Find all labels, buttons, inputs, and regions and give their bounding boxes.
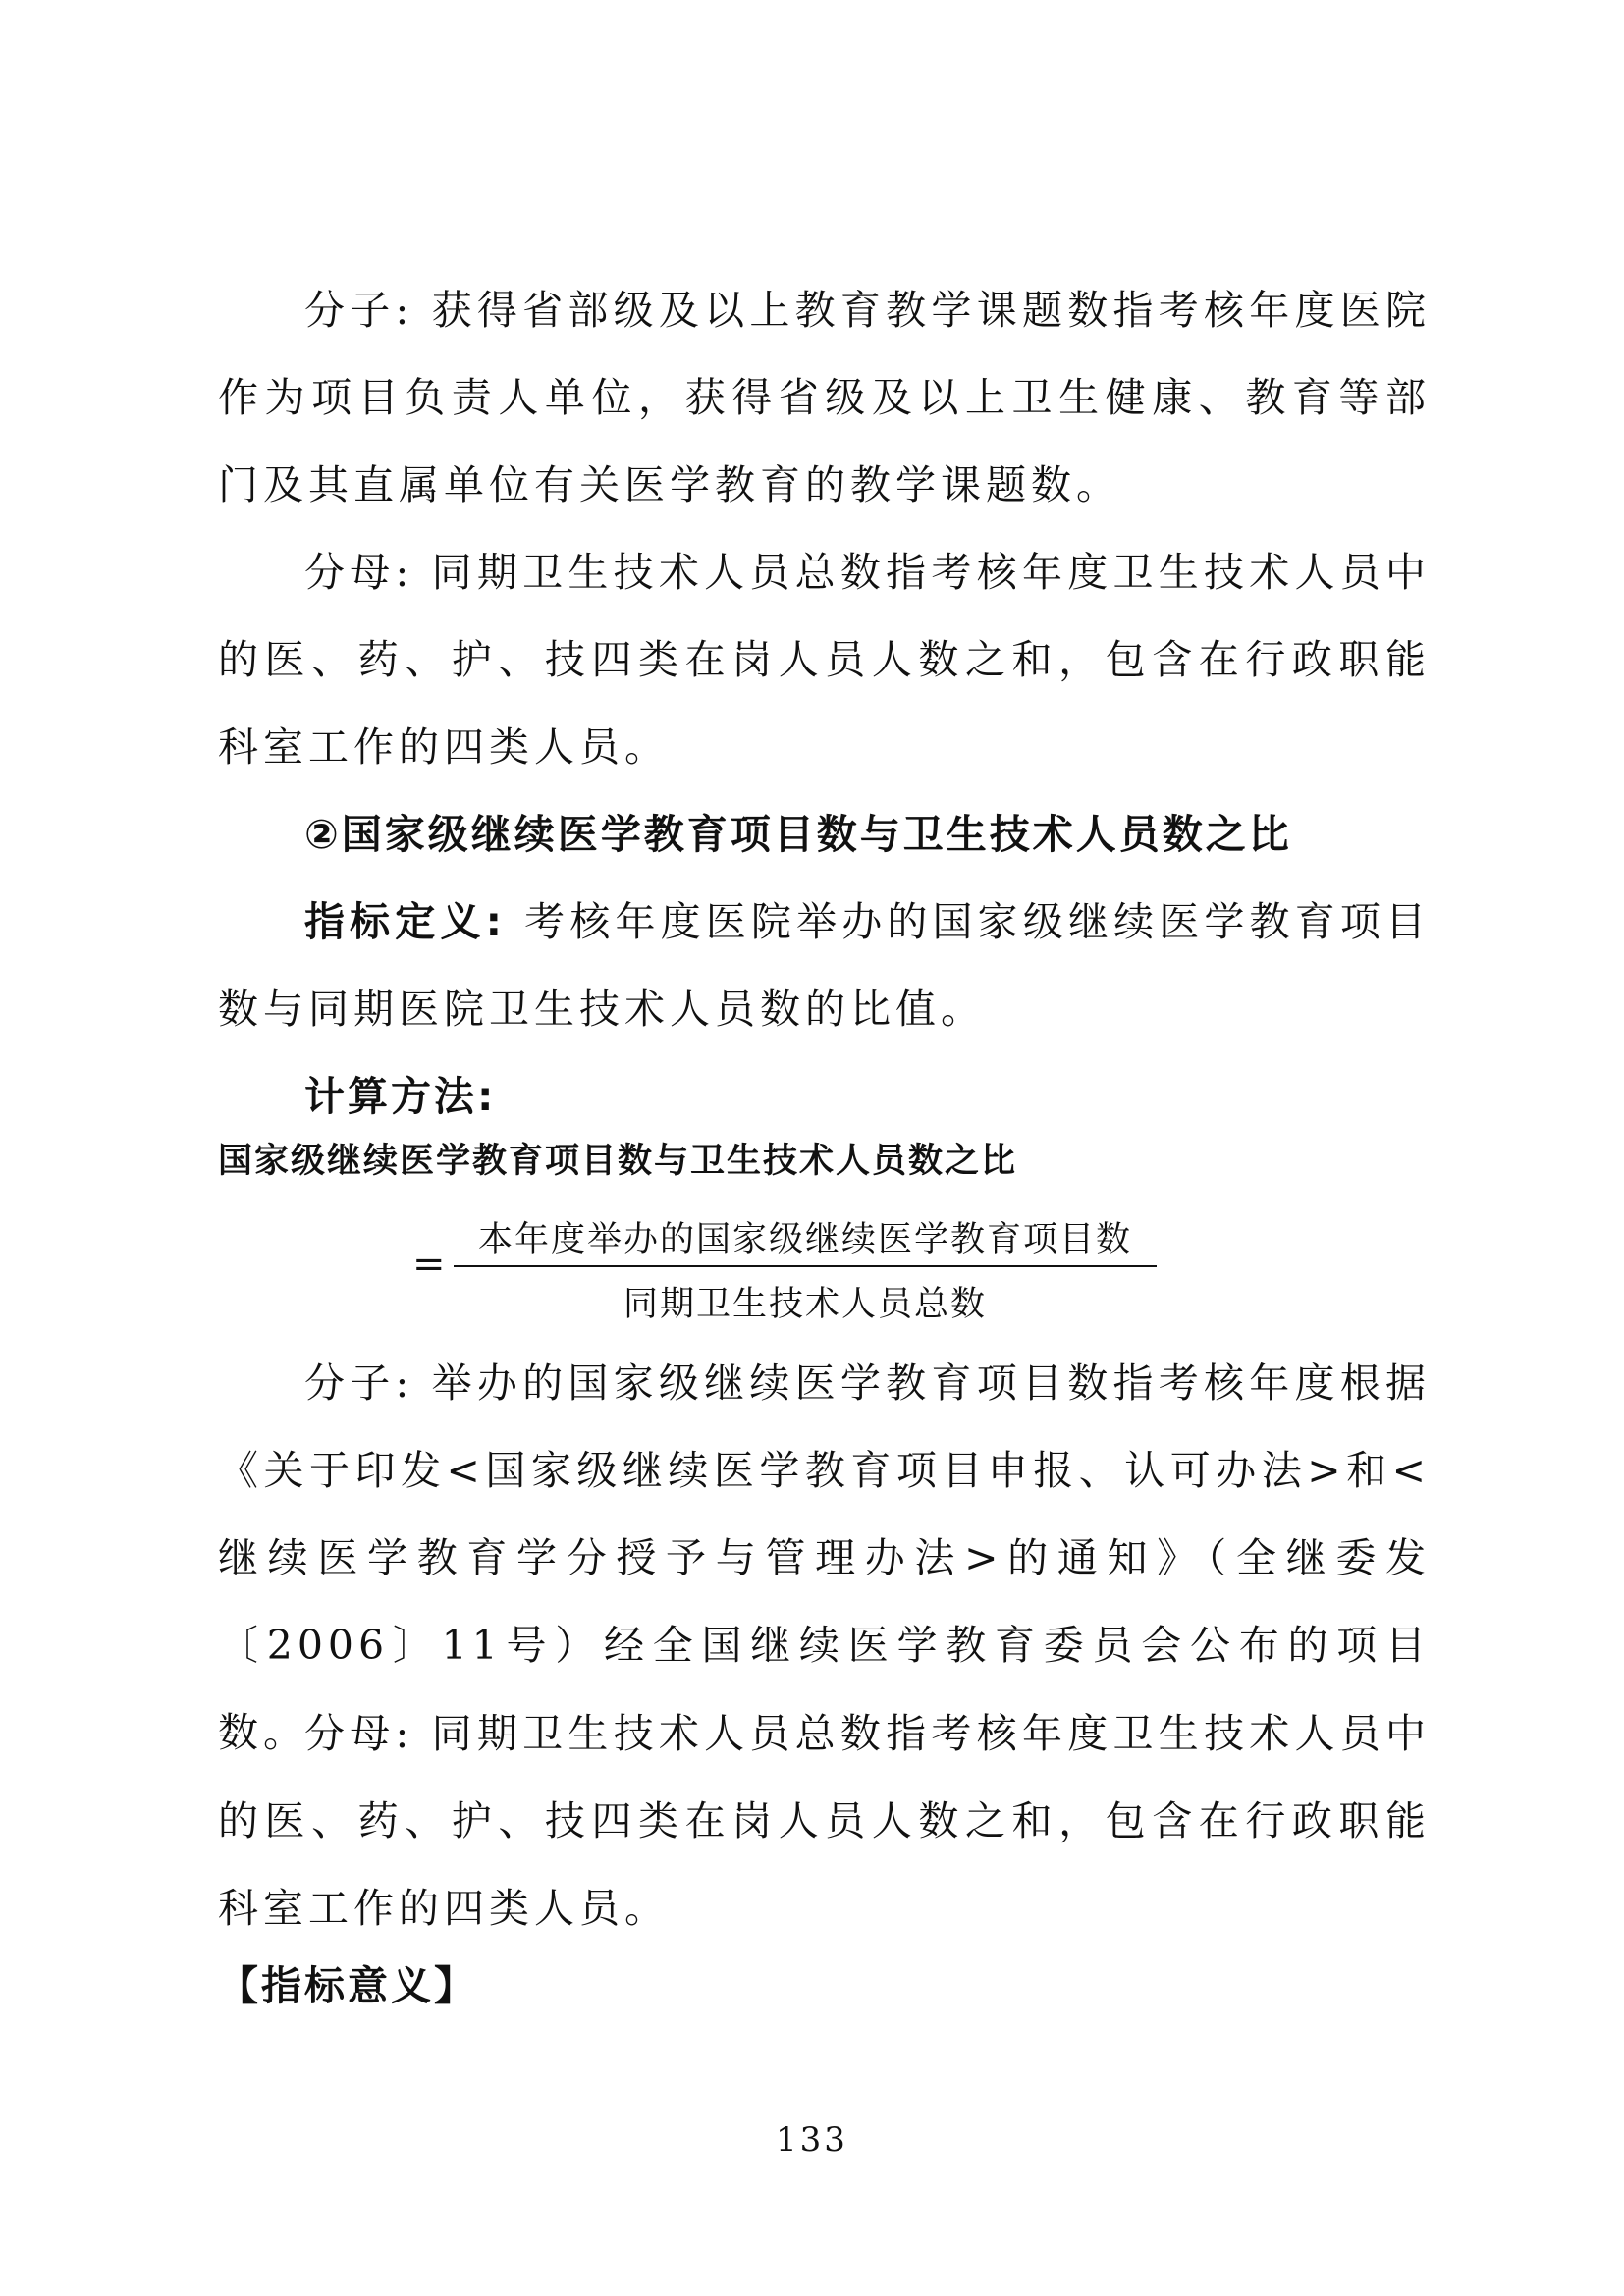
denominator-description-2: 分母: 同期卫生技术人员总数指考核年度卫生技术人员中的医、药、护、技四类在岗人员人数之和，包含在行政职能科室工作的四类人员。 [218, 1710, 1431, 1932]
indicator-heading: ②国家级继续医学教育项目数与卫生技术人员数之比 [304, 811, 1292, 858]
formula-numerator: 本年度举办的国家级继续医学教育项目数 [477, 1220, 1132, 1259]
definition-label: 指标定义: [304, 898, 507, 945]
indicator-definition [218, 879, 1431, 1053]
fraction-bar [454, 1265, 1157, 1267]
definition-text: 考核年度医院举办的国家级继续医学教育项目数与同期医院卫生技术人员数的比值。 [218, 898, 1431, 1033]
equals-sign: = [412, 1242, 446, 1287]
formula [412, 1212, 1159, 1330]
numerator-description-2: 分子: 举办的国家级继续医学教育项目数指考核年度根据《关于印发<国家级继续医学教育项目申报、认可办法>和<继续医学教育学分授予与管理办法>的通知》（全继委发〔2006〕11号）经全国继续医学教育委员会公布的项目数。 [218, 1360, 1431, 1756]
denominator-description-1: 分母: 同期卫生技术人员总数指考核年度卫生技术人员中的医、药、护、技四类在岗人员人数之和，包含在行政职能科室工作的四类人员。 [218, 549, 1431, 771]
formula-denominator: 同期卫生技术人员总数 [623, 1285, 987, 1324]
numerator-description-1: 分子: 获得省部级及以上教育教学课题数指考核年度医院作为项目负责人单位，获得省级及以上卫生健康、教育等部门及其直属单位有关医学教育的教学课题数。 [218, 287, 1431, 508]
formula-title: 国家级继续医学教育项目数与卫生技术人员数之比 [218, 1142, 1018, 1181]
calculation-method-label: 计算方法: [304, 1073, 497, 1120]
page-number: 133 [776, 2120, 848, 2160]
section-heading-significance: 【指标意义】 [218, 1962, 477, 2009]
